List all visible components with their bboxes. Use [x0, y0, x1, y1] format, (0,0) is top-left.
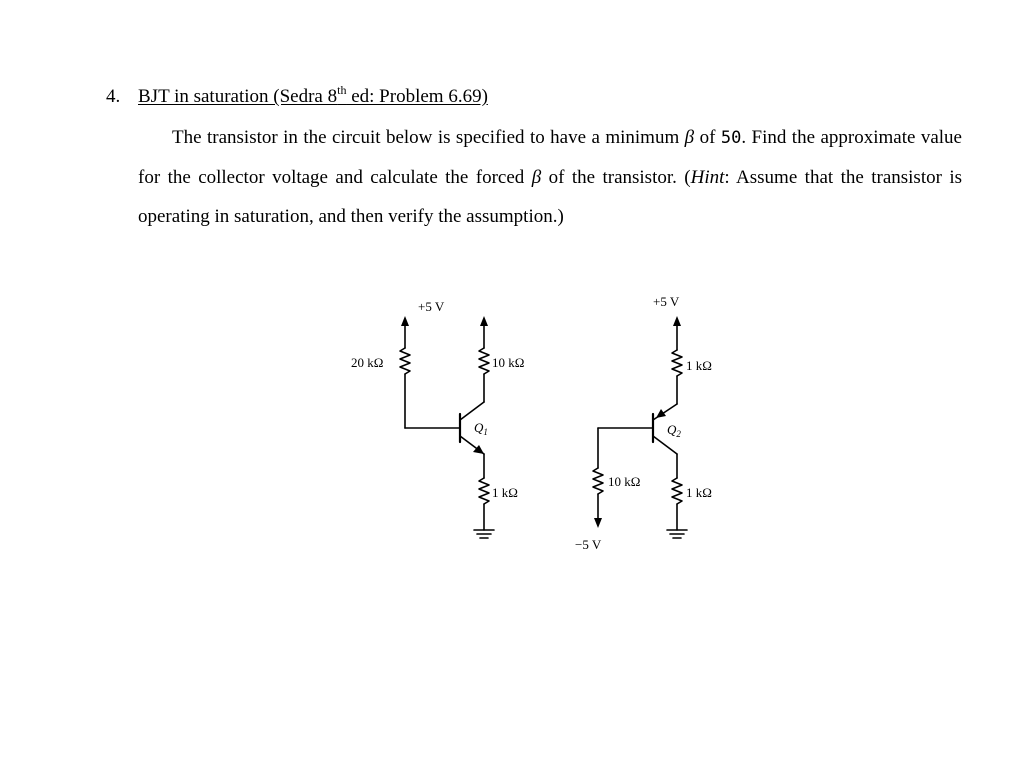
right-bottom-resistor-label: 1 kΩ: [686, 485, 712, 500]
statement-part-5: : Assume that the transistor is operating in saturation, and then verify the assumption.): [138, 167, 963, 227]
left-collector-resistor-label: 10 kΩ: [492, 355, 525, 370]
right-base-resistor-zigzag: [593, 468, 603, 494]
right-base-resistor-label: 10 kΩ: [608, 474, 641, 489]
left-collector-supply-arrow-icon: [480, 316, 488, 326]
problem-title-main: BJT in saturation (Sedra 8: [138, 86, 338, 107]
statement-part-4: of the transistor. (: [541, 167, 691, 188]
q2-label: $Q_2$: [667, 422, 681, 439]
problem-number: 4.: [106, 86, 121, 107]
right-bottom-resistor-zigzag: [672, 478, 682, 504]
right-top-resistor-zigzag: [672, 350, 682, 376]
hint-label: Hint: [690, 167, 725, 188]
beta-symbol: β: [684, 127, 695, 148]
left-collector-resistor-zigzag: [479, 348, 489, 374]
left-emitter-resistor-zigzag: [479, 478, 489, 504]
statement-part-3: . Find the approximate value for the collector voltage and calculate the forced: [138, 127, 962, 188]
statement-part-1: The transistor in the circuit below is specified to have a minimum: [172, 127, 685, 148]
q2-collector-lead: [653, 436, 677, 454]
q1-label: $Q_1$: [474, 420, 488, 437]
right-supply-arrow-icon: [673, 316, 681, 326]
right-neg-supply-arrow-icon: [594, 518, 602, 528]
left-emitter-resistor-label: 1 kΩ: [492, 485, 518, 500]
left-base-resistor-zigzag: [400, 348, 410, 374]
beta-value: 50: [720, 128, 742, 148]
left-base-resistor-label: 20 kΩ: [351, 355, 384, 370]
right-neg-supply-label: −5 V: [575, 537, 602, 552]
statement-part-2: of: [694, 127, 721, 148]
q1-collector-lead: [460, 402, 484, 420]
left-base-supply-arrow-icon: [401, 316, 409, 326]
problem-title-edition: ed: Problem 6.69): [346, 86, 488, 107]
left-supply-label: +5 V: [418, 299, 445, 314]
q2-emitter-arrow-icon: [656, 409, 666, 418]
beta-symbol-forced: β: [531, 167, 542, 188]
problem-title-superscript: th: [337, 83, 347, 97]
right-top-resistor-label: 1 kΩ: [686, 358, 712, 373]
right-supply-label: +5 V: [653, 294, 680, 309]
